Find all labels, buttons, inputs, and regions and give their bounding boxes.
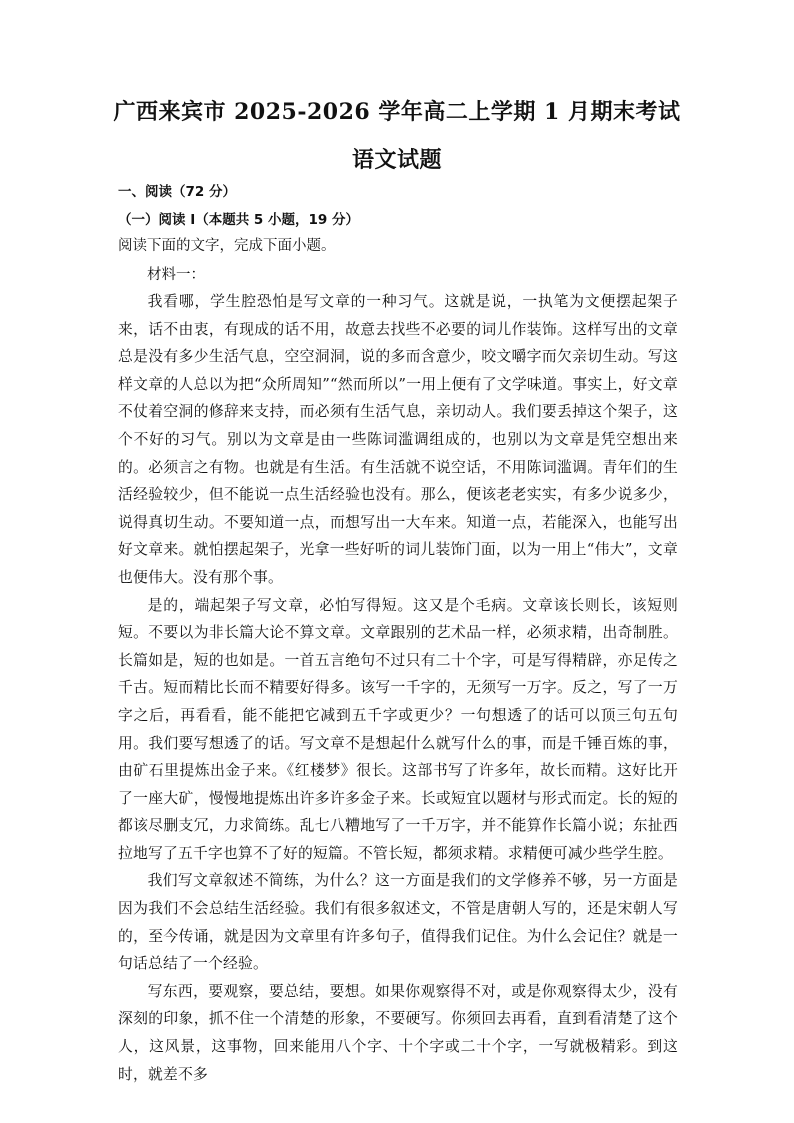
instruction-text: 阅读下面的文字，完成下面小题。 bbox=[118, 238, 336, 254]
section-heading-reading-1: （一）阅读 I（本题共 5 小题，19 分） bbox=[118, 212, 360, 228]
exam-title: 广西来宾市 2025-2026 学年高二上学期 1 月期末考试 bbox=[113, 99, 681, 125]
section-heading-reading: 一、阅读（72 分） bbox=[118, 184, 236, 200]
paragraph: 我们写文章叙述不简练，为什么？这一方面是我们的文学修养不够，另一方面是因为我们不会总结生活经验。我们有很多叙述文，不管是唐朝人写的，还是宋朝人写的，至今传诵，就是因为文章里有许多句子，值得我们记住。为什么会记住？就是一句话总结了一个经验。 bbox=[118, 872, 678, 973]
paragraph: 我看哪，学生腔恐怕是写文章的一种习气。这就是说，一执笔为文便摆起架子来，话不由衷，有现成的话不用，故意去找些不必要的词儿作装饰。这样写出的文章总是没有多少生活气息，空空洞洞，说的多而含意少，咬文嚼字而欠亲切生动。写这样文章的人总以为把“众所周知”“然而所以”一用上便有了文学味道。事实上，好文章不仗着空洞的修辞来支持，而必须有生活气息，亲切动人。我们要丢掉这个架子，这个不好的习气。别以为文章是由一些陈词滥调组成的，也别以为文章是凭空想出来的。必须言之有物。也就是有生活。有生活就不说空话，不用陈词滥调。青年们的生活经验较少，但不能说一点生活经验也没有。那么，便该老老实实，有多少说多少，说得真切生动。不要知道一点，而想写出一大车来。知道一点，若能深入，也能写出好文章来。就怕摆起架子，光拿一些好听的词儿装饰门面，以为一用上“伟大”，文章也便伟大。没有那个事。 bbox=[118, 293, 678, 586]
paragraph: 是的，端起架子写文章，必怕写得短。这又是个毛病。文章该长则长，该短则短。不要以为非长篇大论不算文章。文章跟别的艺术品一样，必须求精，出奇制胜。长篇如是，短的也如是。一首五言绝句不过只有二十个字，可是写得精辟，亦足传之千古。短而精比长而不精要好得多。该写一千字的，无须写一万字。反之，写了一万字之后，再看看，能不能把它减到五千字或更少？一句想透了的话可以顶三句五句用。我们要写想透了的话。写文章不是想起什么就写什么的事，而是千锤百炼的事，由矿石里提炼出金子来。《红楼梦》很长。这部书写了许多年，故长而精。这好比开了一座大矿，慢慢地提炼出许多许多金子来。长或短宜以题材与形式而定。长的短的都该尽删支冗，力求简练。乱七八糟地写了一千万字，并不能算作长篇小说；东扯西拉地写了五千字也算不了好的短篇。不管长短，都须求精。求精便可减少些学生腔。 bbox=[118, 596, 678, 862]
material-label: 材料一： bbox=[147, 267, 205, 283]
exam-subtitle: 语文试题 bbox=[351, 147, 442, 173]
passage-body bbox=[118, 288, 678, 1088]
paragraph: 写东西，要观察，要总结，要想。如果你观察得不对，或是你观察得太少，没有深刻的印象，抓不住一个清楚的形象，不要硬写。你须回去再看，直到看清楚了这个人，这风景，这事物，回来能用八个字、十个字或二十个字，一写就极精彩。到这时，就差不多 bbox=[118, 982, 678, 1083]
